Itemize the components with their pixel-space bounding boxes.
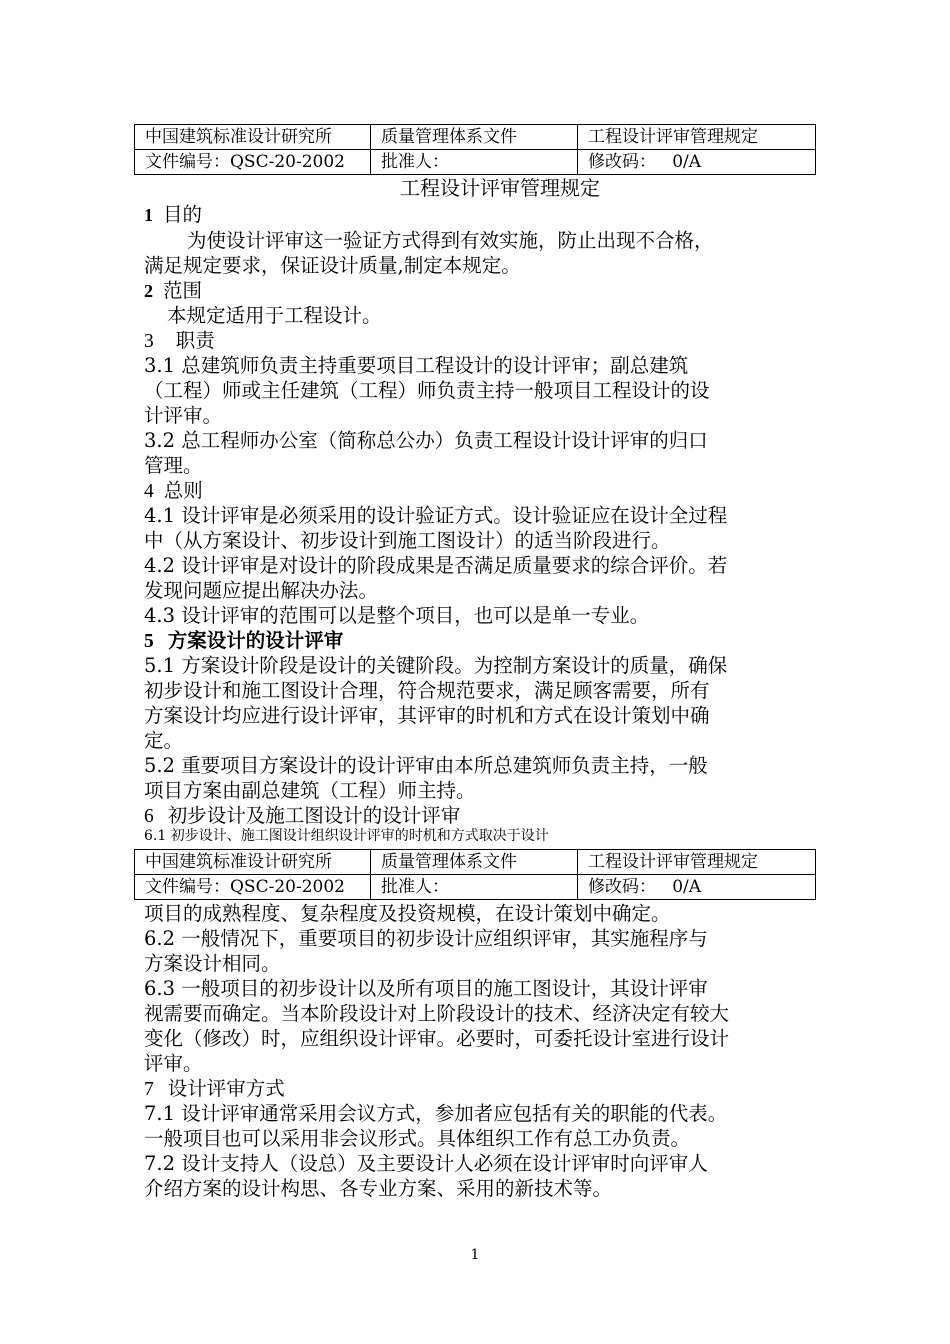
paragraph-line: 项目的成熟程度、复杂程度及投资规模，在设计策划中确定。 — [144, 902, 671, 925]
header-title: 工程设计评审管理规定 — [578, 125, 816, 150]
header-system: 质量管理体系文件 — [371, 125, 578, 150]
paragraph-line: 初步设计和施工图设计合理，符合规范要求，满足顾客需要，所有 — [144, 679, 710, 702]
header-table — [134, 124, 816, 175]
header-rev-value: 0/A — [672, 877, 702, 897]
header-title: 工程设计评审管理规定 — [578, 850, 816, 875]
paragraph-line: 6.1 初步设计、施工图设计组织设计评审的时机和方式取决于设计 — [144, 828, 549, 844]
paragraph-line: 方案设计均应进行设计评审，其评审的时机和方式在设计策划中确 — [144, 704, 710, 727]
paragraph-line: 7.1 设计评审通常采用会议方式，参加者应包括有关的职能的代表。 — [144, 1102, 728, 1125]
header-revision — [578, 875, 816, 900]
paragraph-line: 6.3 一般项目的初步设计以及所有项目的施工图设计，其设计评审 — [144, 977, 708, 1000]
paragraph-line: 定。 — [144, 729, 184, 752]
section-heading-5 — [144, 628, 343, 654]
paragraph-line: 3.1 总建筑师负责主持重要项目工程设计的设计评审；副总建筑 — [144, 354, 689, 377]
document-title: 工程设计评审管理规定 — [400, 176, 600, 200]
section-number: 3 — [144, 331, 154, 352]
paragraph-line: 为使设计评审这一验证方式得到有效实施，防止出现不合格， — [187, 229, 714, 252]
section-number: 4 — [144, 481, 154, 502]
header-rev-label: 修改码： — [588, 877, 656, 897]
header-file-no: 文件编号：QSC-20-2002 — [135, 875, 371, 900]
header-approver: 批准人： — [371, 150, 578, 175]
paragraph-line: 满足规定要求，保证设计质量,制定本规定。 — [144, 254, 521, 277]
section-number: 5 — [144, 631, 154, 652]
header-system: 质量管理体系文件 — [371, 850, 578, 875]
paragraph-line: （工程）师或主任建筑（工程）师负责主持一般项目工程设计的设 — [144, 379, 710, 402]
section-title: 范围 — [163, 279, 203, 302]
header-revision — [578, 150, 816, 175]
paragraph-line: 变化（修改）时，应组织设计评审。必要时，可委托设计室进行设计 — [144, 1027, 730, 1050]
paragraph-line: 中（从方案设计、初步设计到施工图设计）的适当阶段进行。 — [144, 529, 671, 552]
section-heading-3 — [144, 328, 215, 354]
header-rev-value: 0/A — [672, 152, 702, 172]
section-number: 1 — [144, 205, 153, 225]
paragraph-line: 计评审。 — [144, 404, 223, 427]
section-title: 职责 — [175, 329, 215, 352]
paragraph-line: 方案设计相同。 — [144, 952, 281, 975]
header-org: 中国建筑标准设计研究所 — [135, 850, 371, 875]
section-title: 方案设计的设计评审 — [167, 629, 344, 652]
paragraph-line: 发现问题应提出解决办法。 — [144, 579, 379, 602]
section-title: 目的 — [163, 203, 203, 226]
paragraph-line: 视需要而确定。当本阶段设计对上阶段设计的技术、经济决定有较大 — [144, 1002, 730, 1025]
page-number: 1 — [470, 1247, 480, 1263]
header-table-repeat — [134, 849, 816, 900]
paragraph-line: 3.2 总工程师办公室（简称总公办）负责工程设计设计评审的归口 — [144, 429, 708, 452]
section-title: 设计评审方式 — [167, 1077, 285, 1100]
section-number: 6 — [144, 806, 154, 827]
paragraph-line: 介绍方案的设计构思、各专业方案、采用的新技术等。 — [144, 1177, 613, 1200]
paragraph-line: 4.3 设计评审的范围可以是整个项目，也可以是单一专业。 — [144, 604, 650, 627]
paragraph-line: 管理。 — [144, 454, 203, 477]
section-heading-2 — [144, 278, 202, 304]
header-approver: 批准人： — [371, 875, 578, 900]
paragraph-line: 项目方案由副总建筑（工程）师主持。 — [144, 779, 476, 802]
section-title: 初步设计及施工图设计的设计评审 — [167, 804, 461, 827]
paragraph-line: 4.1 设计评审是必须采用的设计验证方式。设计验证应在设计全过程 — [144, 504, 728, 527]
section-heading-6 — [144, 803, 460, 829]
paragraph-line: 5.2 重要项目方案设计的设计评审由本所总建筑师负责主持，一般 — [144, 754, 708, 777]
header-file-no: 文件编号：QSC-20-2002 — [135, 150, 371, 175]
section-heading-1 — [144, 202, 202, 228]
header-org: 中国建筑标准设计研究所 — [135, 125, 371, 150]
section-title: 总则 — [163, 479, 203, 502]
paragraph-line: 5.1 方案设计阶段是设计的关键阶段。为控制方案设计的质量，确保 — [144, 654, 728, 677]
paragraph-line: 7.2 设计支持人（设总）及主要设计人必须在设计评审时向评审人 — [144, 1152, 708, 1175]
paragraph-line: 一般项目也可以采用非会议形式。具体组织工作有总工办负责。 — [144, 1127, 691, 1150]
section-heading-4 — [144, 478, 203, 504]
header-rev-label: 修改码： — [588, 152, 656, 172]
section-number: 7 — [144, 1079, 154, 1100]
paragraph-line: 6.2 一般情况下，重要项目的初步设计应组织评审，其实施程序与 — [144, 927, 708, 950]
section-heading-7 — [144, 1076, 285, 1102]
section-number: 2 — [144, 281, 153, 301]
paragraph-line: 4.2 设计评审是对设计的阶段成果是否满足质量要求的综合评价。若 — [144, 554, 728, 577]
paragraph-line: 评审。 — [144, 1052, 203, 1075]
paragraph-line: 本规定适用于工程设计。 — [167, 304, 382, 327]
